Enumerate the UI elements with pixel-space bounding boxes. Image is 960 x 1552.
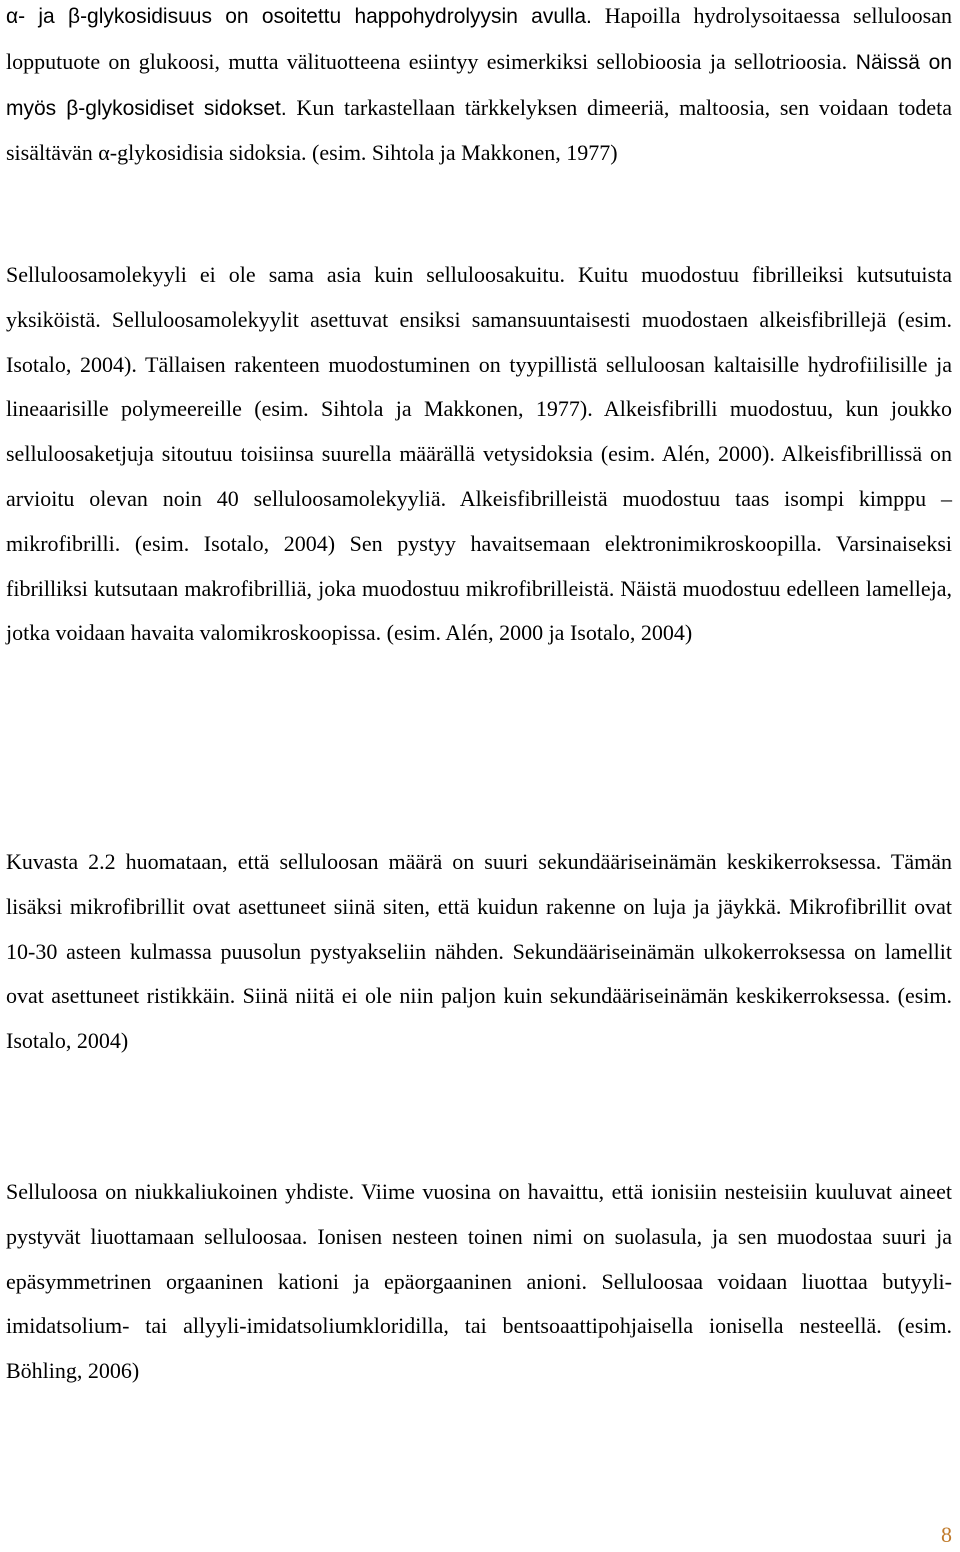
paragraph-1-sans-lead: α- ja β-glykosidisuus on osoitettu happohydrolyysin avulla. [6, 5, 592, 28]
paragraph-cellulose-fibrils: Selluloosamolekyyli ei ole sama asia kuin selluloosakuitu. Kuitu muodostuu fibrilleiksi kutsutuista yksiköistä. Selluloosamolekyylit asettuvat ensiksi samansuuntaisesti muodostaen alkeisfibrillejä (esim. Isotalo, 2004). Tällaisen rakenteen muodostuminen on tyypillistä selluloosan kaltaisille hydrofiilisille ja lineaarisille polymeereille (esim. Sihtola ja Makkonen, 1977). Alkeisfibrilli muodostuu, kun joukko selluloosaketjuja sitoutuu toisiinsa suurella määrällä vetysidoksia (esim. Alén, 2000). Alkeisfibrillissä on arvioitu olevan noin 40 selluloosamolekyyliä. Alkeisfibrilleistä muodostuu taas isompi kimppu – mikrofibrilli. (esim. Isotalo, 2004) Sen pystyy havaitsemaan elektronimikroskoopilla. Varsinaiseksi fibrilliksi kutsutaan makrofibrilliä, joka muodostuu mikrofibrilleistä. Näistä muodostuu edelleen lamelleja, jotka voidaan havaita valomikroskoopissa. (esim. Alén, 2000 ja Isotalo, 2004) [6, 262, 952, 646]
paragraph-1-serif-part: Hapoilla hydrolysoitaessa selluloosan lopputuote on glukoosi, mutta välituotteena esiintyy esimerkiksi sellobioosia ja sellotrioosia. [6, 3, 952, 74]
paragraph-1-serif-rest: Kun tarkastellaan tärkkelyksen dimeeriä, maltoosia, sen voidaan todeta sisältävän α-glykosidisia sidoksia. (esim. Sihtola ja Makkonen, 1977) [6, 94, 952, 166]
page-number: 8 [941, 1522, 952, 1547]
paragraph-glycosidic-bonds [6, 0, 952, 176]
paragraph-ionic-liquids: Selluloosa on niukkaliukoinen yhdiste. Viime vuosina on havaittu, että ionisiin nesteisiin kuuluvat aineet pystyvät liuottamaan selluloosaa. Ionisen nesteen toinen nimi on suolasula, ja sen muodostaa suuri ja epäsymmetrinen orgaaninen kationi ja epäorgaaninen anioni. Selluloosaa voidaan liuottaa butyyli-imidatsolium- tai allyyli-imidatsoliumkloridilla, tai bentsoaattipohjaisella ionisella nesteellä. (esim. Böhling, 2006) [6, 1179, 952, 1384]
paragraph-figure-2-2: Kuvasta 2.2 huomataan, että selluloosan määrä on suuri sekundääriseinämän keskikerroksessa. Tämän lisäksi mikrofibrillit ovat asettuneet siinä siten, että kuidun rakenne on luja ja jäykkä. Mikrofibrillit ovat 10-30 asteen kulmassa puusolun pystyakseliin nähden. Sekundääriseinämän ulkokerroksessa on lamellit ovat asettuneet ristikkäin. Siinä niitä ei ole niin paljon kuin sekundääriseinämän keskikerroksessa. (esim. Isotalo, 2004) [6, 849, 952, 1054]
paragraph-1-sans-part: Näissä on myös β-glykosidiset sidokset. [6, 50, 953, 120]
